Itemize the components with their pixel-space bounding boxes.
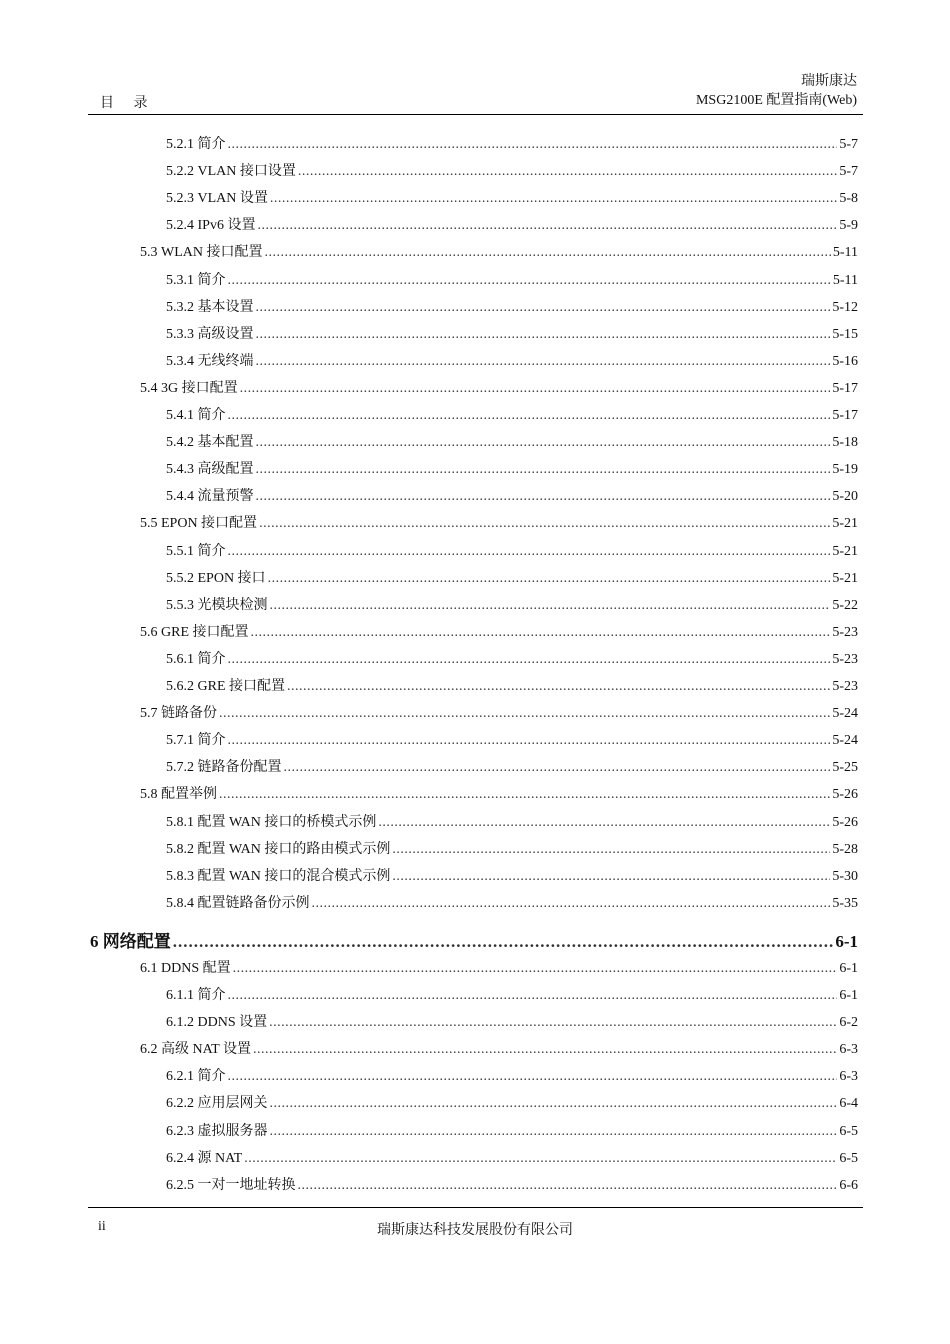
toc-entry-title: 简介 [197,651,226,667]
toc-entry-number: 6.2.5 [166,1177,194,1193]
toc-entry[interactable] [166,404,858,431]
toc-entry-number: 5.3.3 [166,326,194,342]
toc-leader-dots [256,435,831,451]
toc-entry-page: 5-18 [832,435,858,451]
toc-entry-title: 简介 [197,733,226,749]
toc-leader-dots [378,815,830,831]
toc-entry-number: 5.2.4 [166,218,194,234]
toc-entry-page: 5-22 [832,597,858,613]
toc-entry[interactable] [140,702,858,729]
toc-entry-title: 链路备份 [161,706,217,722]
toc-leader-dots [228,988,838,1004]
toc-entry-page: 6-3 [839,1069,858,1085]
toc-entry[interactable] [166,838,858,865]
toc-entry-page: 6-6 [839,1177,858,1193]
toc-leader-dots [268,571,831,587]
header-right [696,72,857,110]
toc-entry-number: 5.6.2 [166,679,194,694]
toc-entry-page: 5-8 [839,191,858,207]
toc-leader-dots [173,932,834,952]
toc-entry-number: 5.3.2 [166,299,194,315]
toc-entry-title: 链路备份配置 [197,760,282,776]
toc-entry-title: 高级设置 [197,326,254,342]
toc-entry-number: 6.2.4 [166,1150,194,1166]
toc-entry-title: 配置 WAN 接口的桥模式示例 [197,814,377,830]
toc-leader-dots [257,218,837,234]
toc-entry-page: 5-21 [832,543,858,559]
toc-entry[interactable] [166,648,858,675]
toc-entry-page: 5-9 [839,218,858,234]
toc-entry-page: 5-7 [839,164,858,180]
toc-entry-number: 5.3.4 [166,353,194,369]
toc-entry-title: 简介 [197,272,226,288]
toc-entry[interactable] [166,133,858,160]
toc-entry-title: 简介 [197,137,226,152]
toc-entry[interactable] [90,927,858,959]
toc-entry-number: 5.8.1 [166,814,194,830]
toc-entry-page: 6-1 [839,960,858,976]
toc-entry-number: 5.3.1 [166,272,194,288]
toc-entry-page: 5-17 [832,408,858,423]
toc-entry-title: 基本配置 [197,435,254,451]
toc-entry-number: 5.2.2 [166,164,194,180]
toc-entry-number: 5.2.1 [166,137,194,152]
toc-leader-dots [270,191,837,207]
toc-entry[interactable] [166,187,858,214]
toc-entry-page: 6-4 [839,1096,858,1112]
toc-entry-page: 6-2 [839,1015,858,1031]
toc-entry[interactable] [166,1011,858,1038]
toc-entry[interactable] [166,865,858,892]
toc-leader-dots [284,760,831,776]
toc-entry[interactable] [140,783,858,810]
footer-divider [88,1207,863,1208]
toc-entry-number: 5.7.2 [166,760,194,776]
toc-entry-page: 5-17 [832,380,858,396]
toc-entry[interactable] [140,957,858,984]
toc-leader-dots [270,1096,838,1112]
toc-entry-title: VLAN 接口设置 [197,164,296,180]
toc-entry-page: 5-15 [832,326,858,342]
toc-leader-dots [392,842,830,858]
toc-entry-title: 简介 [197,1069,226,1085]
toc-entry-title: 流量预警 [197,489,254,505]
toc-entry-title: 虚拟服务器 [197,1123,268,1139]
toc-entry-title: 简介 [197,543,226,559]
toc-leader-dots [256,300,831,316]
toc-leader-dots [228,1069,838,1085]
toc-entry[interactable] [166,729,858,756]
header-doc-title: MSG2100E 配置指南(Web) [695,93,857,108]
toc-entry-title: EPON 接口 [197,570,266,586]
toc-entry-page: 5-30 [832,868,858,884]
toc-entry-number: 6.2.2 [166,1096,194,1112]
toc-entry-title: GRE 接口配置 [197,679,285,694]
toc-leader-dots [251,625,831,641]
toc-entry-page: 5-21 [832,570,858,586]
toc-leader-dots [269,1015,837,1031]
toc-entry-number: 5.5.2 [166,570,194,586]
toc-entry-number: 5.6.1 [166,651,194,667]
toc-entry[interactable] [166,323,858,350]
toc-leader-dots [233,961,838,977]
toc-leader-dots [256,354,831,370]
toc-entry-title: 源 NAT [197,1150,243,1166]
toc-entry[interactable] [166,485,858,512]
toc-entry-page: 5-23 [832,624,858,640]
toc-entry-page: 6-1 [835,931,858,951]
toc-entry-number: 5.2.3 [166,191,194,207]
toc-leader-dots [253,1042,837,1058]
toc-leader-dots [256,462,831,478]
toc-entry-title: 简介 [197,408,226,423]
toc-entry-page: 5-21 [832,516,858,532]
toc-entry-page: 5-35 [832,895,858,911]
toc-entry-number: 5.8.3 [166,868,194,884]
toc-leader-dots [256,327,831,343]
toc-leader-dots [287,679,830,695]
toc-entry-number: 6.1 [140,960,158,976]
toc-entry[interactable] [166,811,858,838]
toc-entry-title: 无线终端 [197,353,254,369]
toc-leader-dots [312,896,831,912]
toc-entry-number: 6.1.1 [166,988,194,1003]
toc-leader-dots [228,137,838,153]
toc-entry-title: 光模块检测 [197,597,268,613]
toc-entry-number: 5.5.3 [166,597,194,613]
toc-leader-dots [270,598,831,614]
toc-entry-title: 配置举例 [161,787,217,803]
toc-entry-title: GRE 接口配置 [161,624,249,640]
toc-entry-title: 应用层网关 [197,1096,268,1112]
toc-entry-title: 高级 NAT 设置 [161,1042,251,1058]
toc-entry[interactable] [166,269,858,296]
toc-entry-page: 5-24 [832,733,858,749]
toc-entry-title: DDNS 配置 [161,960,231,976]
toc-entry-number: 6.2.3 [166,1123,194,1139]
toc-entry-page: 5-11 [832,272,858,288]
toc-leader-dots [228,544,831,560]
toc-entry-number: 5.4.4 [166,489,194,505]
toc-entry-page: 5-11 [832,245,858,261]
toc-leader-dots [256,489,831,505]
toc-leader-dots [392,869,830,885]
toc-entry-page: 5-23 [832,651,858,667]
toc-leader-dots [259,516,830,532]
toc-entry[interactable] [166,296,858,323]
toc-entry-number: 5.7.1 [166,733,194,749]
toc-entry-page: 5-26 [832,787,858,803]
toc-entry-number: 5.3 [140,245,158,261]
toc-entry-page: 6-5 [839,1123,858,1139]
toc-entry-page: 5-24 [832,706,858,722]
toc-entry-title: 3G 接口配置 [161,380,238,396]
toc-entry-title: EPON 接口配置 [161,516,258,532]
toc-entry[interactable] [166,350,858,377]
toc-entry[interactable] [166,540,858,567]
toc-entry-page: 5-19 [832,462,858,478]
toc-entry[interactable] [140,377,858,404]
toc-leader-dots [228,273,831,289]
toc-entry-page: 5-12 [832,299,858,315]
toc-entry-page: 6-5 [839,1150,858,1166]
toc-leader-dots [240,381,831,397]
toc-entry-title: DDNS 设置 [197,1015,268,1031]
toc-leader-dots [228,652,831,668]
toc-entry[interactable] [166,458,858,485]
toc-entry-number: 6.1.2 [166,1015,194,1031]
toc-entry[interactable] [166,756,858,783]
toc-entry[interactable] [166,1092,858,1119]
toc-entry[interactable] [166,214,858,241]
toc-leader-dots [298,164,837,180]
toc-entry-title: VLAN 设置 [197,191,268,207]
toc-entry-title: 配置链路备份示例 [197,895,310,911]
toc-entry-number: 5.8.2 [166,841,194,857]
toc-entry-page: 5-20 [832,489,858,505]
toc-entry-number: 5.7 [140,706,158,722]
toc-leader-dots [219,706,830,722]
section-label: 目 录 [100,96,156,111]
toc-entry-number: 5.8 [140,787,158,803]
toc-entry-number: 5.4.1 [166,408,194,423]
toc-leader-dots [298,1178,838,1194]
toc-entry-title: 配置 WAN 接口的混合模式示例 [197,868,391,884]
toc-entry-page: 5-28 [832,841,858,857]
toc-entry-title: 网络配置 [102,931,171,951]
toc-entry[interactable] [166,1065,858,1092]
toc-entry-title: IPv6 设置 [197,218,256,234]
header-company: 瑞斯康达 [801,74,857,89]
toc-entry-title: 一对一地址转换 [197,1177,296,1193]
toc-entry[interactable] [166,1120,858,1147]
toc-entry-number: 5.6 [140,624,158,640]
toc-entry-number: 5.4.2 [166,435,194,451]
toc-entry[interactable] [140,512,858,539]
toc-entry-number: 6 [90,931,99,951]
toc-entry[interactable] [166,431,858,458]
toc-entry-number: 5.8.4 [166,895,194,911]
toc-entry-title: 高级配置 [197,462,254,478]
toc-entry[interactable] [166,1174,858,1201]
toc-entry[interactable] [166,567,858,594]
toc-entry-page: 6-3 [839,1042,858,1058]
toc-entry[interactable] [166,892,858,919]
toc-entry-number: 5.4 [140,380,158,396]
toc-entry-title: WLAN 接口配置 [161,245,263,261]
toc-entry-title: 基本设置 [197,299,254,315]
toc-entry[interactable] [140,621,858,648]
toc-entry-title: 配置 WAN 接口的路由模式示例 [197,841,391,857]
toc-entry-page: 5-16 [832,353,858,369]
toc-entry[interactable] [166,594,858,621]
toc-entry-page: 5-7 [839,137,858,152]
toc-entry[interactable] [166,675,858,702]
toc-entry[interactable] [166,984,858,1011]
footer-company: 瑞斯康达科技发展股份有限公司 [377,1223,573,1238]
toc-leader-dots [244,1151,837,1167]
toc-entry[interactable] [140,1038,858,1065]
toc-entry-page: 6-1 [839,988,858,1003]
toc-entry[interactable] [166,1147,858,1174]
toc-leader-dots [228,733,831,749]
toc-entry-number: 5.5.1 [166,543,194,559]
page-header [88,72,863,115]
footer-page-number: ii [98,1219,106,1234]
toc-leader-dots [270,1124,838,1140]
toc-entry-number: 5.5 [140,516,158,532]
toc-entry-page: 5-25 [832,760,858,776]
toc-entry-page: 5-23 [832,679,858,694]
toc-entry-number: 5.4.3 [166,462,194,478]
toc-leader-dots [228,408,831,424]
toc-entry[interactable] [140,241,858,268]
toc-entry-title: 简介 [197,988,226,1003]
toc-entry-number: 6.2.1 [166,1069,194,1085]
toc-entry-number: 6.2 [140,1042,158,1058]
toc-entry-page: 5-26 [832,814,858,830]
toc-leader-dots [265,245,831,261]
toc-leader-dots [219,787,830,803]
toc-entry[interactable] [166,160,858,187]
